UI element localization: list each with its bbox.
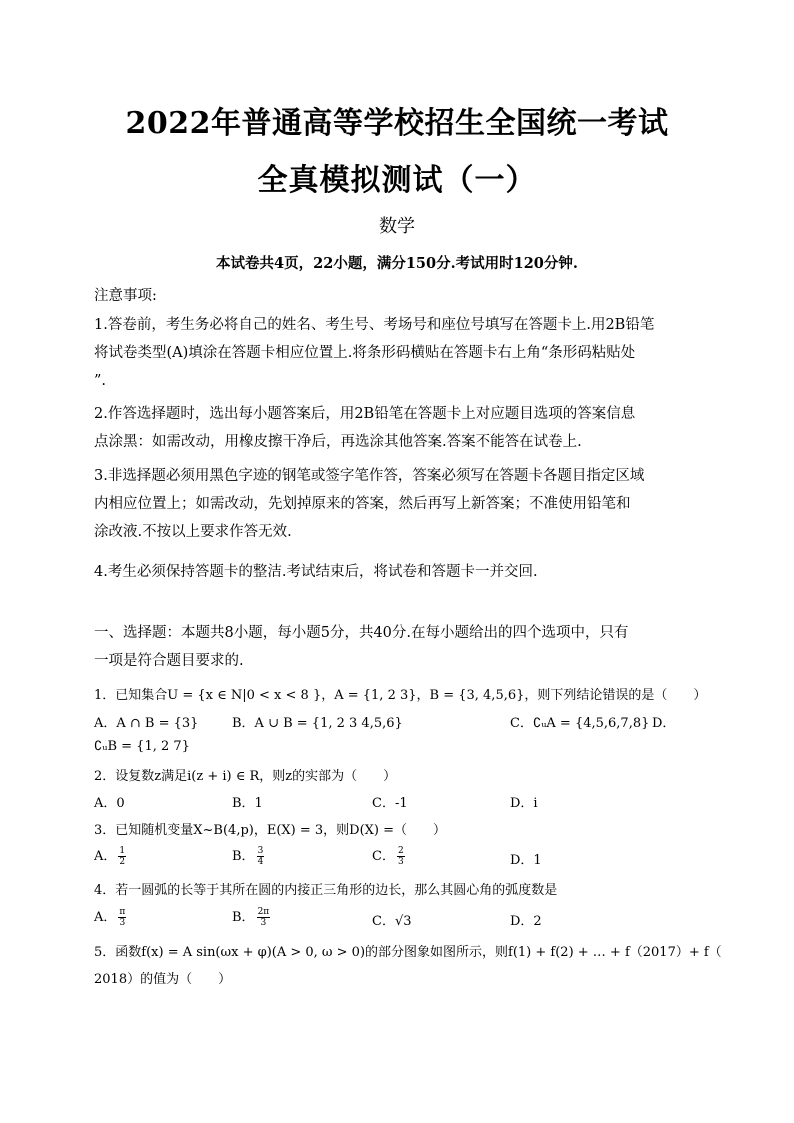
- question-1-option-c: C．∁ᵤA = {4,5,6,7,8}: [510, 716, 650, 731]
- question-4-stem: 4．若一圆弧的长等于其所在圆的内接正三角形的边长，那么其圆心角的弧度数是: [94, 883, 558, 898]
- notice-item-3-line-1: 3.非选择题必须用黑色字迹的钢笔或签字笔作答，答案必须写在答题卡各题目指定区域: [94, 468, 645, 484]
- subject-title: 数学: [379, 216, 415, 237]
- fraction-denominator: 3: [397, 857, 404, 867]
- question-3-option-c-label: C．: [372, 849, 395, 864]
- question-5-stem-line-1: 5．函数f(x) = A sin(ωx + φ)(A > 0, ω > 0)的部分图象如图所示，则f(1) + f(2) + … + f（2017）+ f（: [94, 945, 722, 960]
- notice-item-2-line-2: 点涂黑：如需改动，用橡皮擦干净后，再选涂其他答案.答案不能答在试卷上.: [94, 434, 582, 450]
- question-3-option-a-fraction: [118, 846, 126, 867]
- fraction-numerator: 2π: [257, 907, 270, 917]
- question-3-option-a: [94, 845, 128, 867]
- fraction-denominator: 4: [257, 857, 264, 867]
- question-4-option-a-fraction: [118, 907, 126, 928]
- question-4-option-a-label: A．: [94, 910, 117, 925]
- notice-item-3-line-2: 内相应位置上；如需改动，先划掉原来的答案，然后再写上新答案；不准使用铅笔和: [94, 496, 631, 512]
- question-2-option-d: D．i: [510, 796, 538, 811]
- fraction-denominator: 3: [260, 918, 267, 928]
- notice-heading: 注意事项:: [94, 288, 157, 304]
- notice-item-1: [94, 311, 704, 395]
- question-2-option-b: B．1: [232, 796, 263, 811]
- section-1-intro-line-2: 一项是符合题目要求的.: [94, 653, 244, 669]
- question-1-option-d-content: ∁ᵤB = {1, 2 7}: [94, 739, 190, 754]
- question-2-option-a: A．0: [94, 796, 125, 811]
- fraction-numerator: 1: [119, 846, 126, 856]
- notice-item-3: [94, 462, 704, 546]
- question-3-option-b: [232, 845, 266, 867]
- notice-item-4: 4.考生必须保持答题卡的整洁.考试结束后，将试卷和答题卡一并交回.: [94, 564, 538, 580]
- question-4-option-a: [94, 906, 128, 928]
- question-4-option-c: C．√3: [372, 914, 412, 929]
- notice-item-1-line-2: 将试卷类型(A)填涂在答题卡相应位置上.将条形码横贴在答题卡右上角“条形码粘贴处: [94, 345, 636, 361]
- exam-info: 本试卷共4页，22小题，满分150分.考试用时120分钟.: [216, 255, 578, 272]
- fraction-denominator: 3: [119, 918, 126, 928]
- exam-title: 2022年普通高等学校招生全国统一考试: [125, 106, 669, 141]
- notice-item-2-line-1: 2.作答选择题时，选出每小题答案后，用2B铅笔在答题卡上对应题目选项的答案信息: [94, 406, 636, 422]
- question-1-option-d: D．: [652, 716, 676, 731]
- question-3-stem: 3．已知随机变量X~B(4,p)，E(X) = 3，则D(X) =（ ）: [94, 823, 447, 838]
- question-1-stem: 1．已知集合U = {x ∈ N|0 < x < 8 }，A = {1, 2 3}，B = {3, 4,5,6}，则下列结论错误的是（ ）: [94, 688, 707, 703]
- fraction-numerator: 3: [257, 846, 264, 856]
- notice-item-2: [94, 400, 704, 456]
- notice-item-1-line-1: 1.答卷前，考生务必将自己的姓名、考生号、考场号和座位号填写在答题卡上.用2B铅笔: [94, 317, 655, 333]
- question-3-option-c-fraction: [397, 846, 405, 867]
- notice-item-3-line-3: 涂改液.不按以上要求作答无效.: [94, 524, 292, 540]
- question-4-option-b-label: B．: [232, 910, 255, 925]
- question-4-option-b-fraction: [257, 907, 271, 928]
- question-1-option-a: A．A ∩ B = {3}: [94, 716, 199, 731]
- question-3-option-c: [372, 845, 407, 867]
- fraction-denominator: 2: [119, 857, 126, 867]
- question-5-stem-line-2: 2018）的值为（ ）: [94, 972, 232, 987]
- question-1-option-b: B．A ∪ B = {1, 2 3 4,5,6}: [232, 716, 403, 731]
- question-4-option-b: [232, 906, 272, 928]
- question-2-stem: 2．设复数z满足i(z + i) ∈ R，则z的实部为（ ）: [94, 769, 397, 784]
- fraction-numerator: π: [119, 907, 126, 917]
- fraction-numerator: 2: [397, 846, 404, 856]
- question-3-option-a-label: A．: [94, 849, 117, 864]
- question-3-option-b-label: B．: [232, 849, 255, 864]
- question-3-option-b-fraction: [257, 846, 265, 867]
- section-1-intro-line-1: 一、选择题：本题共8小题，每小题5分，共40分.在每小题给出的四个选项中，只有: [94, 625, 629, 641]
- question-2-option-c: C．-1: [372, 796, 408, 811]
- exam-subtitle: 全真模拟测试（一）: [257, 163, 537, 198]
- section-1-intro: [94, 619, 704, 675]
- notice-item-1-line-3: ”.: [94, 373, 107, 389]
- question-4-option-d: D．2: [510, 914, 542, 929]
- question-3-option-d: D．1: [510, 853, 542, 868]
